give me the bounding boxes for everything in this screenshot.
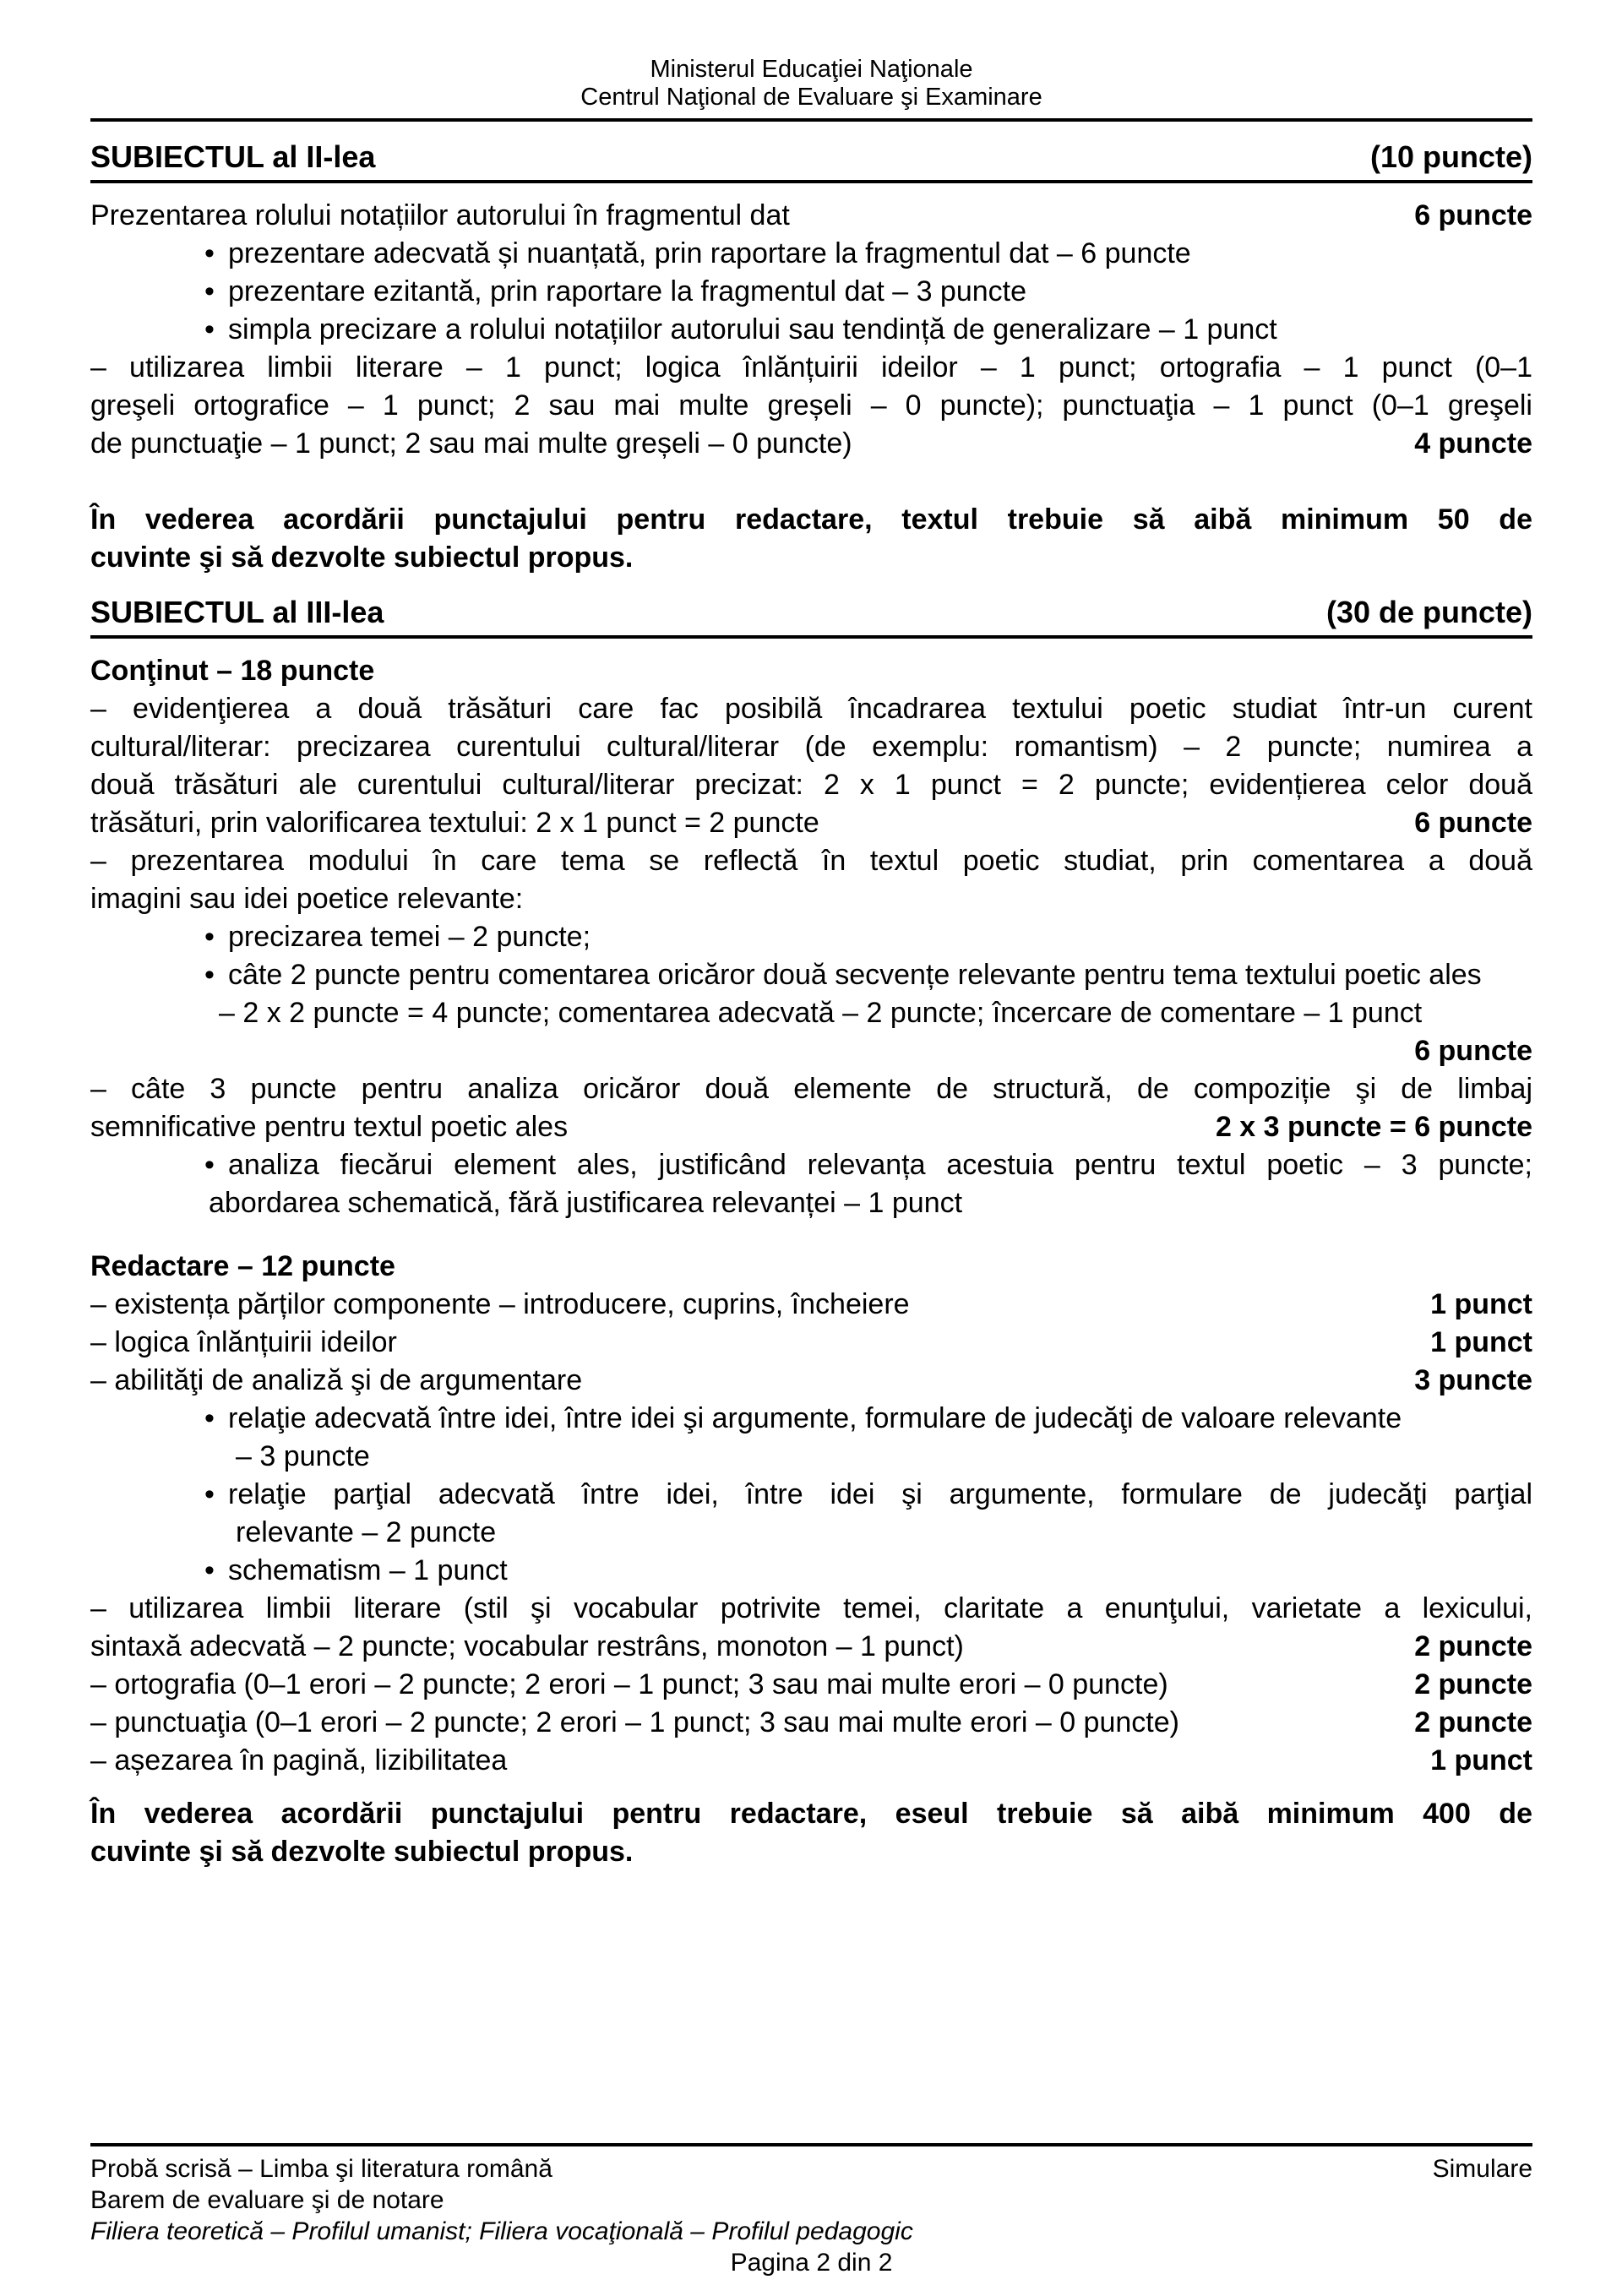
bullet-marker: • (204, 1478, 215, 1510)
page-header (90, 0, 1532, 112)
footer-exam-title: Probă scrisă – Limba şi literatura română (90, 2155, 552, 2183)
rubric-text: – abilităţi de analiză şi de argumentare (90, 1364, 583, 1396)
points-value: 1 punct (1430, 1744, 1532, 1776)
bullet-item (90, 1146, 1532, 1184)
points-value: 1 punct (1430, 1326, 1532, 1358)
section-title: SUBIECTUL al III-lea (90, 595, 384, 629)
footer-session-label: Simulare (1432, 2155, 1532, 2183)
rubric-line (90, 197, 1532, 235)
rubric-text: – punctuaţia (0–1 erori – 2 puncte; 2 erori – 1 punct; 3 sau mai multe erori – 0 puncte) (90, 1706, 1179, 1738)
rubric-text: – existența părților componente – introducere, cuprins, încheiere (90, 1288, 910, 1320)
points-value: 4 puncte (1414, 427, 1532, 460)
bullet-item (90, 956, 1532, 994)
section-points: (10 puncte) (1369, 139, 1532, 174)
rubric-line: cultural/literar: precizarea curentului cultural/literar (de exemplu: romantism) – 2 puncte; numirea a (90, 731, 1532, 763)
note-line: În vederea acordării punctajului pentru redactare, eseul trebuie să aibă minimum 400 de (90, 1798, 1532, 1830)
bullet-item (90, 273, 1532, 311)
note-line: cuvinte şi să dezvolte subiectul propus. (90, 1836, 634, 1868)
rubric-line (90, 1362, 1532, 1400)
bullet-item (90, 1476, 1532, 1514)
rubric-line (90, 1286, 1532, 1324)
section-heading (90, 594, 1532, 639)
bullet-item (90, 311, 1532, 349)
header-rule (90, 118, 1532, 122)
section-heading (90, 139, 1532, 183)
rubric-text: de punctuaţie – 1 punct; 2 sau mai multe greșeli – 0 puncte) (90, 427, 852, 460)
rubric-text: sintaxă adecvată – 2 puncte; vocabular restrâns, monoton – 1 punct) (90, 1630, 964, 1662)
note-line: cuvinte şi să dezvolte subiectul propus. (90, 541, 634, 574)
footer-filiera: Filiera teoretică – Profilul umanist; Filiera vocaţională – Profilul pedagogic (90, 2217, 913, 2245)
points-value: 2 puncte (1414, 1706, 1532, 1738)
rubric-line (90, 1324, 1532, 1362)
bullet-marker: • (204, 313, 215, 345)
bullet-text: relaţie adecvată între idei, între idei şi argumente, formulare de judecăţi de valoare relevante (228, 1402, 1402, 1434)
note-line: Redactare – 12 puncte (90, 1250, 395, 1282)
points-value: 3 puncte (1414, 1364, 1532, 1396)
points-value: 6 puncte (1414, 807, 1532, 839)
footer-doc-type: Barem de evaluare şi de notare (90, 2186, 444, 2214)
rubric-text: trăsături, prin valorificarea textului: 2 x 1 punct = 2 puncte (90, 807, 819, 839)
rubric-line (90, 1628, 1532, 1666)
points-value: 6 puncte (1414, 1035, 1532, 1067)
bullet-item (90, 235, 1532, 273)
rubric-line: – prezentarea modului în care tema se reflectă în textul poetic studiat, prin comentarea a două (90, 845, 1532, 877)
rubric-line: – utilizarea limbii literare (stil şi vocabular potrivite temei, claritate a enunţului, varietate a lexicului, (90, 1592, 1532, 1624)
spacer (90, 463, 1532, 501)
bullet-marker: • (204, 275, 215, 307)
rubric-line: – evidenţierea a două trăsături care fac posibilă încadrarea textului poetic studiat într-un curent (90, 693, 1532, 725)
rubric-line (90, 1742, 1532, 1780)
bullet-item (90, 1552, 1532, 1590)
bullet-marker: • (204, 1402, 215, 1434)
bullet-marker: • (204, 237, 215, 269)
rubric-line: – utilizarea limbii literare – 1 punct; logica înlănțuirii ideilor – 1 punct; ortografia – 1 punct (0–1 (90, 351, 1532, 384)
footer-page-number: Pagina 2 din 2 (730, 2249, 893, 2277)
bullet-text: relaţie parţial adecvată între idei, între idei şi argumente, formulare de judecăţi parţial (228, 1478, 1532, 1510)
rubric-text: – ortografia (0–1 erori – 2 puncte; 2 erori – 1 punct; 3 sau mai multe erori – 0 puncte) (90, 1668, 1168, 1700)
bullet-text: precizarea temei – 2 puncte; (228, 921, 591, 953)
points-value: 2 x 3 puncte = 6 puncte (1215, 1111, 1532, 1143)
page-footer (90, 2143, 1532, 2278)
rubric-line (90, 1108, 1532, 1146)
points-value: 2 puncte (1414, 1630, 1532, 1662)
bullet-continuation: abordarea schematică, fără justificarea relevanței – 1 punct (209, 1187, 963, 1219)
rubric-text: semnificative pentru textul poetic ales (90, 1111, 569, 1143)
bullet-marker: • (204, 921, 215, 953)
center-name: Centrul Naţional de Evaluare şi Examinare (580, 84, 1042, 111)
bullet-continuation: relevante – 2 puncte (236, 1516, 497, 1548)
rubric-line: greşeli ortografice – 1 punct; 2 sau mai multe greșeli – 0 puncte); punctuaţia – 1 punct (0–1 greşeli (90, 389, 1532, 422)
rubric-line (90, 1666, 1532, 1704)
points-value: 1 punct (1430, 1288, 1532, 1320)
bullet-continuation: – 3 puncte (236, 1440, 370, 1472)
document-body (90, 139, 1532, 1871)
bullet-text: prezentare adecvată și nuanțată, prin raportare la fragmentul dat – 6 puncte (228, 237, 1191, 269)
note-line: În vederea acordării punctajului pentru redactare, textul trebuie să aibă minimum 50 de (90, 503, 1532, 536)
footer-rule (90, 2143, 1532, 2146)
section-points: (30 de puncte) (1325, 595, 1532, 629)
footer-row (90, 2153, 1532, 2184)
bullet-continuation: – 2 x 2 puncte = 4 puncte; comentarea adecvată – 2 puncte; încercare de comentare – 1 punct (219, 997, 1423, 1029)
bullet-item (90, 918, 1532, 956)
rubric-text: – așezarea în pagină, lizibilitatea (90, 1744, 508, 1776)
note-line: Conţinut – 18 puncte (90, 655, 375, 687)
bullet-text: câte 2 puncte pentru comentarea oricăror două secvențe relevante pentru tema textului poetic ales (228, 959, 1482, 991)
bullet-text: analiza fiecărui element ales, justificând relevanța acestuia pentru textul poetic – 3 puncte; (228, 1149, 1532, 1181)
section-title: SUBIECTUL al II-lea (90, 139, 376, 174)
rubric-line: imagini sau idei poetice relevante: (90, 883, 524, 915)
rubric-text: Prezentarea rolului notațiilor autorului în fragmentul dat (90, 199, 790, 231)
bullet-marker: • (204, 1149, 215, 1181)
bullet-text: prezentare ezitantă, prin raportare la fragmentul dat – 3 puncte (228, 275, 1027, 307)
rubric-text: – logica înlănțuirii ideilor (90, 1326, 397, 1358)
bullet-marker: • (204, 1554, 215, 1586)
rubric-line (90, 1704, 1532, 1742)
bullet-item (90, 1400, 1532, 1438)
spacer (90, 1222, 1532, 1248)
rubric-line (90, 804, 1532, 842)
rubric-line: – câte 3 puncte pentru analiza oricăror două elemente de structură, de compoziție şi de limbaj (90, 1073, 1532, 1105)
bullet-text: schematism – 1 punct (228, 1554, 508, 1586)
bullet-marker: • (204, 959, 215, 991)
points-value: 6 puncte (1414, 199, 1532, 231)
bullet-text: simpla precizare a rolului notațiilor autorului sau tendință de generalizare – 1 punct (228, 313, 1277, 345)
points-value: 2 puncte (1414, 1668, 1532, 1700)
ministry-name: Ministerul Educaţiei Naţionale (650, 56, 973, 83)
rubric-line: două trăsături ale curentului cultural/literar precizat: 2 x 1 punct = 2 puncte; evidențierea celor două (90, 769, 1532, 801)
spacer (90, 1780, 1532, 1795)
rubric-line (90, 425, 1532, 463)
